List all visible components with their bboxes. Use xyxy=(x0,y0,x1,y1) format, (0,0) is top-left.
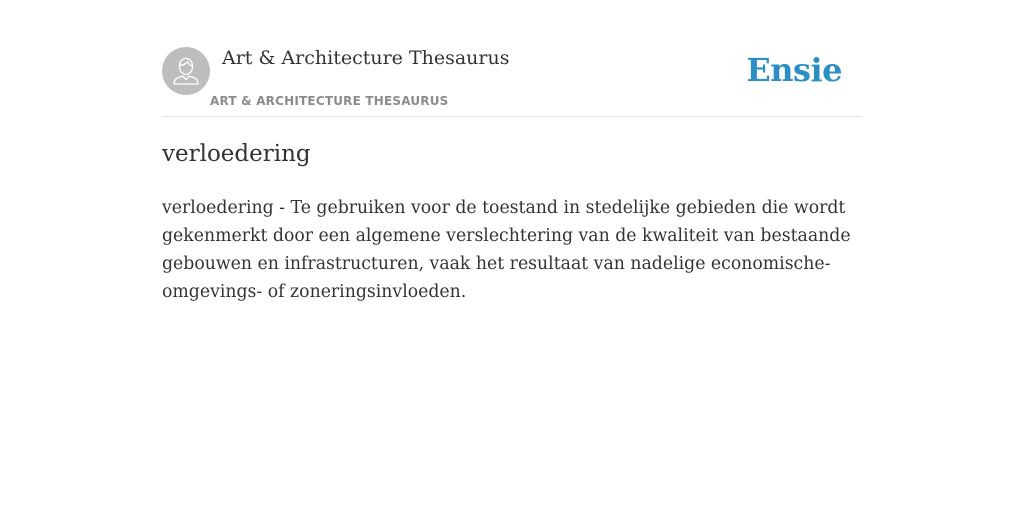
page-header xyxy=(162,0,862,117)
entry-content xyxy=(162,138,862,306)
entry-definition: verloedering - Te gebruiken voor de toestand in stedelijke gebieden die wordt gekenmerkt door een algemene verslechtering van de kwaliteit van bestaande gebouwen en infrastructuren, vaak het resultaat van nadelige economische- omgevings- of zoneringsinvloeden. xyxy=(162,198,851,302)
user-placeholder-icon xyxy=(162,47,210,95)
author-avatar[interactable] xyxy=(162,47,210,95)
category-label[interactable]: ART & ARCHITECTURE THESAURUS xyxy=(210,94,449,108)
ensie-logo[interactable]: Ensie xyxy=(746,51,842,89)
entry-title: verloedering xyxy=(162,141,311,167)
author-name-link[interactable]: Art & Architecture Thesaurus xyxy=(222,47,510,69)
